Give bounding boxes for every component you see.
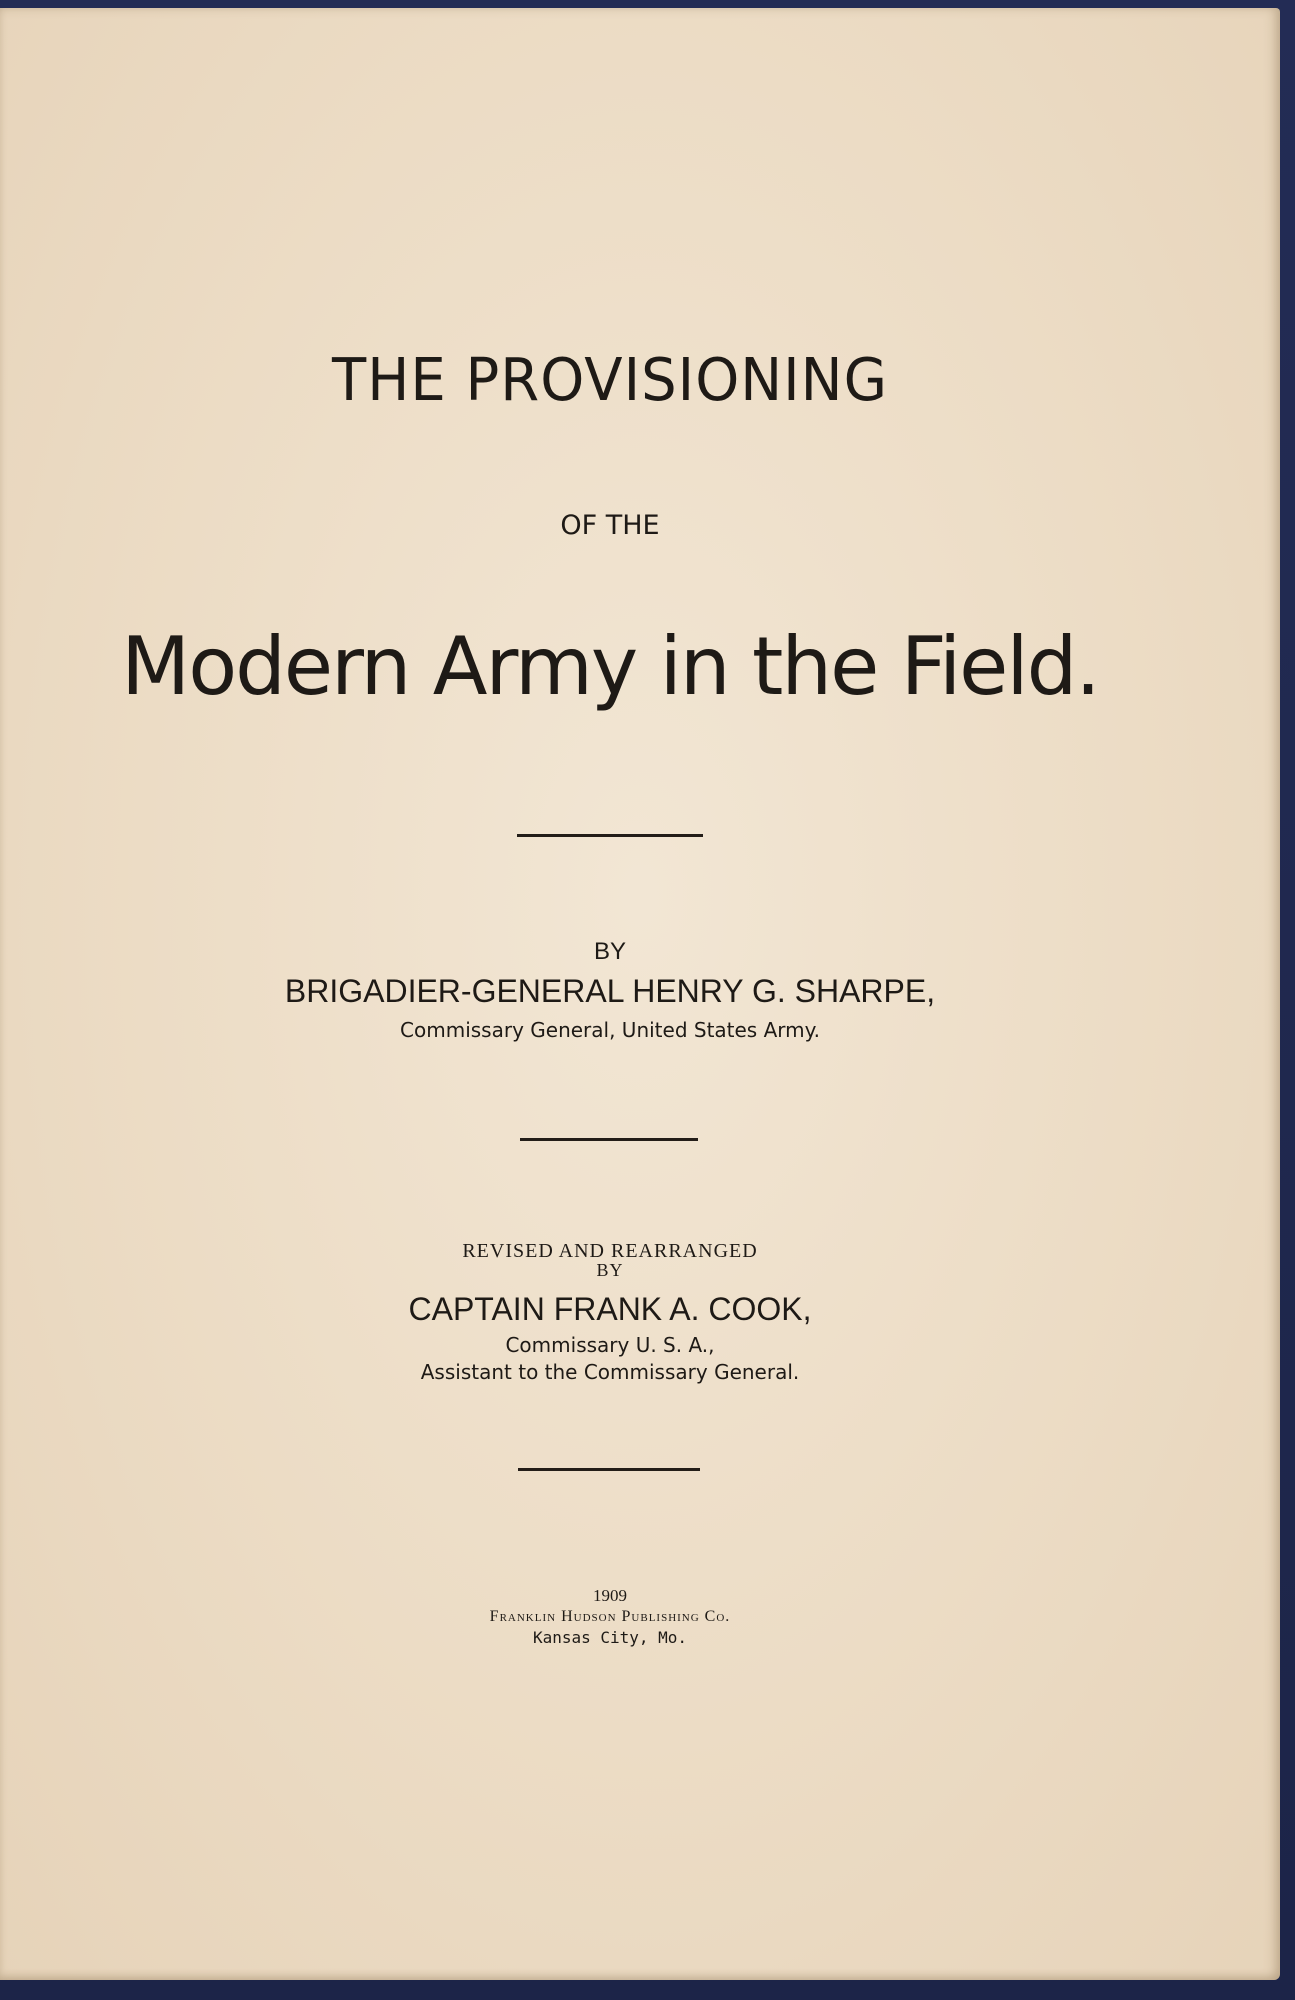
publisher-name: Franklin Hudson Publishing Co. — [489, 1608, 731, 1625]
title-line-3: Modern Army in the Field. — [121, 620, 1099, 713]
author-by: BY — [593, 938, 626, 965]
divider-rule-2 — [520, 1138, 698, 1141]
reviser-title-line-2: Assistant to the Commissary General. — [420, 1360, 800, 1384]
reviser-title-line-1: Commissary U. S. A., — [505, 1333, 715, 1357]
publication-year: 1909 — [593, 1586, 627, 1605]
revised-label: REVISED AND REARRANGED — [462, 1240, 758, 1262]
divider-rule-3 — [518, 1468, 700, 1471]
title-page — [0, 8, 1280, 1980]
publisher-place: Kansas City, Mo. — [532, 1628, 688, 1647]
title-line-2: OF THE — [560, 510, 660, 541]
divider-rule-1 — [517, 834, 703, 837]
author-title: Commissary General, United States Army. — [400, 1018, 820, 1042]
title-line-1: THE PROVISIONING — [332, 346, 888, 415]
reviser-name: CAPTAIN FRANK A. COOK, — [408, 1291, 812, 1327]
reviser-by: BY — [596, 1260, 624, 1280]
author-name: BRIGADIER-GENERAL HENRY G. SHARPE, — [284, 973, 936, 1009]
